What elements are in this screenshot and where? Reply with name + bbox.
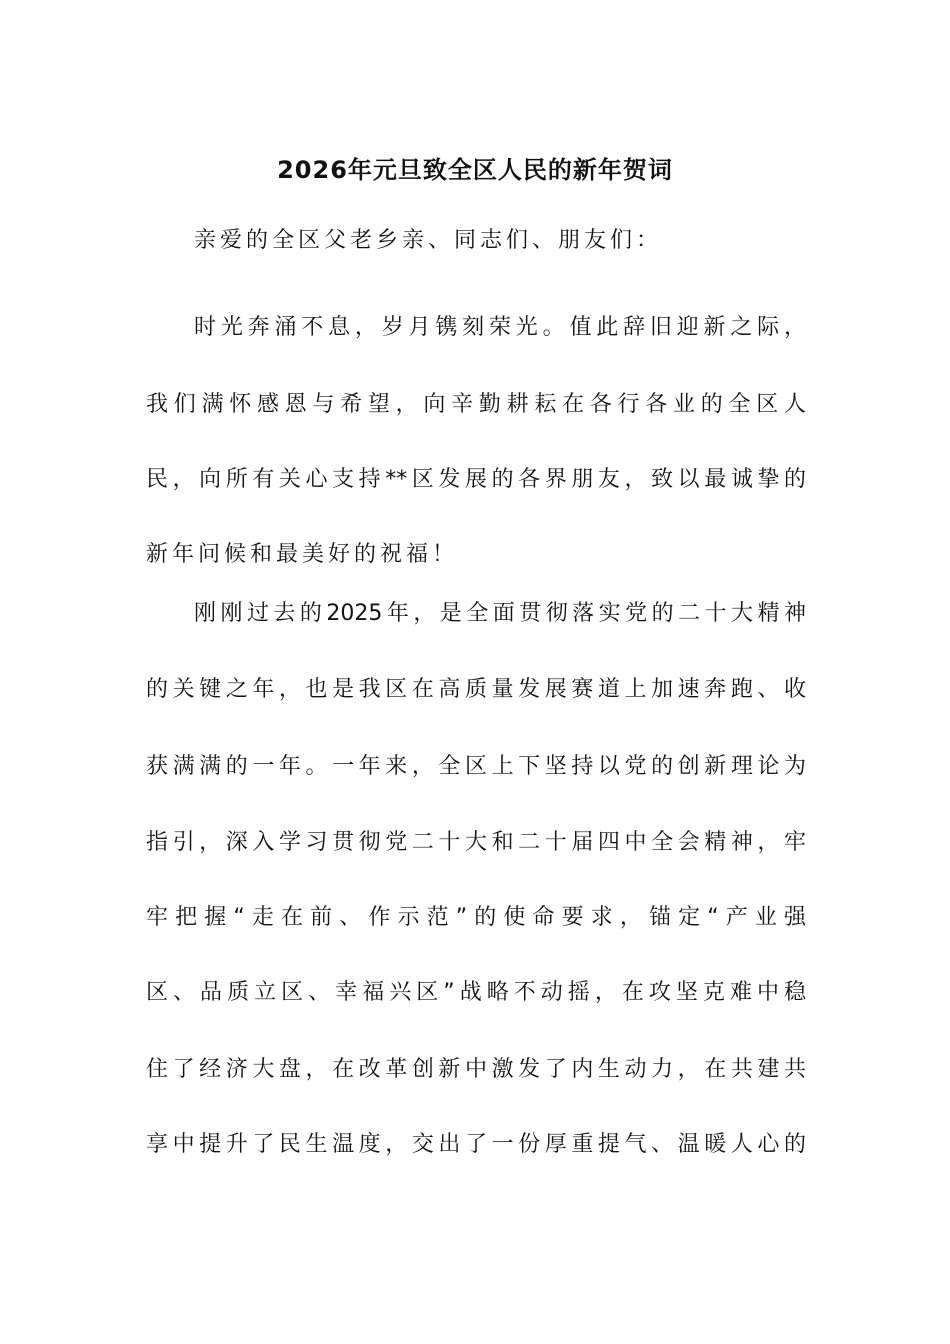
paragraph-line: 刚刚过去的2025年，是全面贯彻落实党的二十大精神 [194,601,806,626]
paragraph-line: 新年问候和最美好的祝福！ [146,542,459,567]
paragraph-line: 牢把握“走在前、作示范”的使命要求，锚定“产业强 [146,905,806,930]
paragraph-line: 时光奔涌不息，岁月镌刻荣光。值此辞旧迎新之际， [194,315,806,340]
paragraph-line: 区、品质立区、幸福兴区”战略不动摇，在攻坚克难中稳 [146,980,806,1005]
salutation: 亲爱的全区父老乡亲、同志们、朋友们： [194,228,663,253]
paragraph-line: 我们满怀感恩与希望，向辛勤耕耘在各行各业的全区人 [146,392,806,417]
paragraph-line: 民，向所有关心支持**区发展的各界朋友，致以最诚挚的 [146,467,806,492]
paragraph-line: 指引，深入学习贯彻党二十大和二十届四中全会精神，牢 [146,830,806,855]
paragraph-line: 获满满的一年。一年来，全区上下坚持以党的创新理论为 [146,754,806,779]
paragraph-line: 享中提升了民生温度，交出了一份厚重提气、温暖人心的 [146,1132,806,1157]
paragraph-line: 的关键之年，也是我区在高质量发展赛道上加速奔跑、收 [146,677,806,702]
document-title: 2026年元旦致全区人民的新年贺词 [277,156,673,184]
paragraph-line: 住了经济大盘，在改革创新中激发了内生动力，在共建共 [146,1057,806,1082]
